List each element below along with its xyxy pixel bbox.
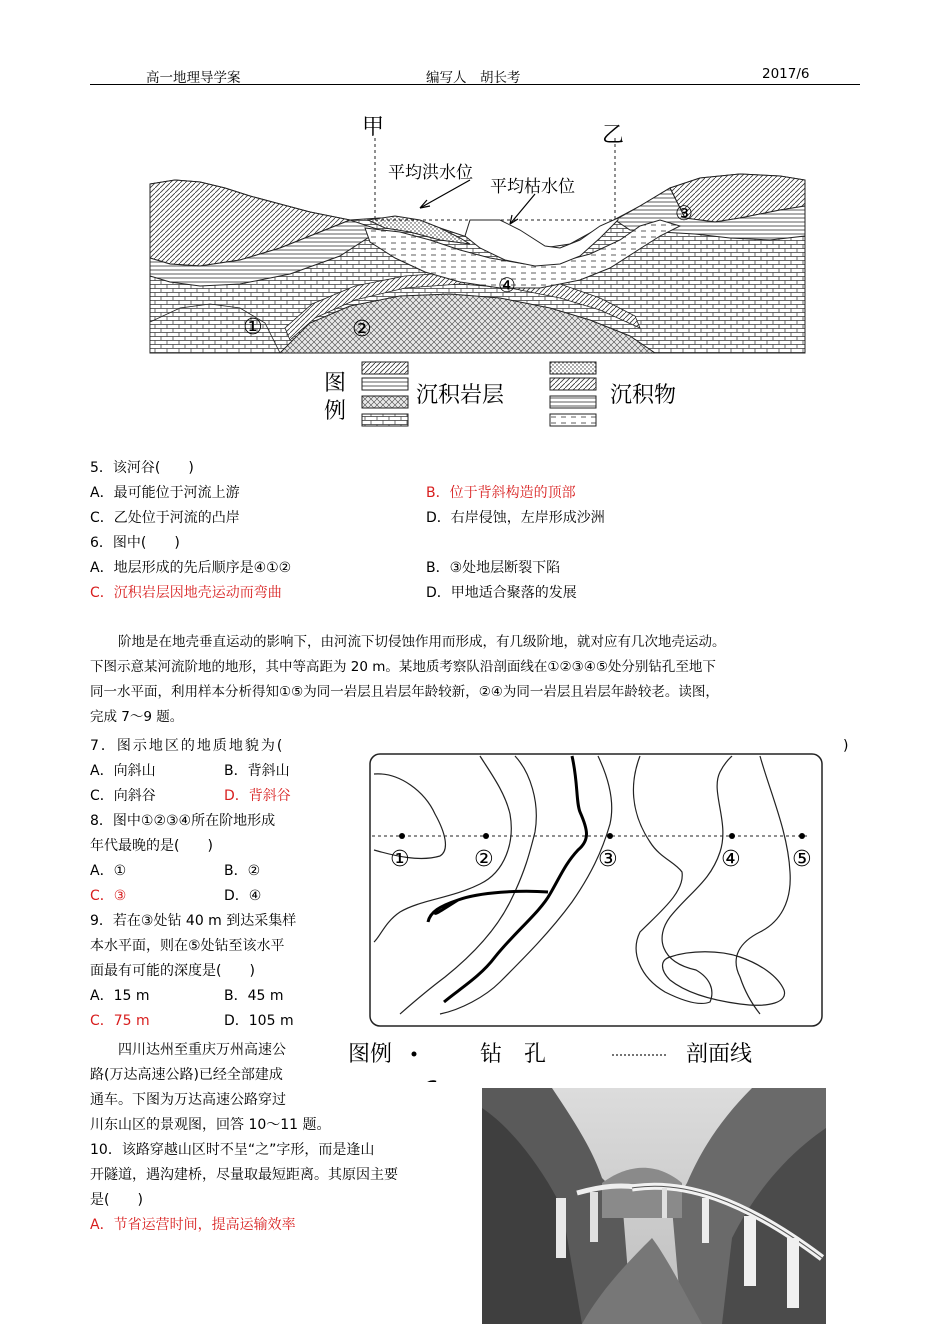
q8-stem-1: 8．图中①②③④所在阶地形成 <box>90 813 276 829</box>
q9-stem-3: 面最有可能的深度是( ) <box>90 963 255 979</box>
header-rule <box>90 84 860 85</box>
stratum-1-label: ① <box>243 315 263 340</box>
dry-level-label: 平均枯水位 <box>490 177 575 197</box>
q8-option-a: A．① <box>90 863 127 879</box>
legend-rock-label: 沉积岩层 <box>416 383 505 408</box>
passage-highway-line4: 川东山区的景观图，回答 10～11 题。 <box>90 1117 331 1133</box>
q5-option-c: C．乙处位于河流的凸岸 <box>90 510 240 526</box>
q8-option-b: B．② <box>224 863 261 879</box>
highway-bridge-photo <box>482 1088 826 1324</box>
q7-option-a: A．向斜山 <box>90 763 156 779</box>
legend-title-2: 例 <box>324 399 347 424</box>
passage-terrace-line2: 下图示意某河流阶地的地形，其中等高距为 20 m。某地质考察队沿剖面线在①②③④⑤处分别钻孔至地下 <box>90 659 716 675</box>
q8-stem-2: 年代最晚的是( ) <box>90 838 213 854</box>
passage-highway-line2: 路(万达高速公路)已经全部建成 <box>90 1067 283 1083</box>
q7-stem: 7．图示地区的地质地貌为( <box>90 738 285 754</box>
passage-highway-line1: 四川达州至重庆万州高速公 <box>118 1042 286 1058</box>
drill-2-label: ② <box>474 847 494 872</box>
legend2-label: 图例 <box>348 1042 393 1067</box>
passage-terrace-line3: 同一水平面，利用样本分析得知①⑤为同一岩层且岩层年龄较新，②④为同一岩层且岩层年龄较老。读图， <box>90 684 719 700</box>
q7-option-b: B．背斜山 <box>224 763 290 779</box>
q6-option-b: B．③处地层断裂下陷 <box>426 560 561 576</box>
q6-option-d: D．甲地适合聚落的发展 <box>426 585 577 601</box>
drill-3-label: ③ <box>598 847 618 872</box>
legend-sediment-label: 沉积物 <box>610 383 677 408</box>
stratum-2-label: ② <box>352 317 372 342</box>
q6-option-a: A．地层形成的先后顺序是④①② <box>90 560 292 576</box>
q5-option-d: D．右岸侵蚀，左岸形成沙洲 <box>426 510 605 526</box>
q10-stem-2: 开隧道，遇沟建桥，尽量取最短距离。其原因主要 <box>90 1167 398 1183</box>
drill-1-label: ① <box>390 847 410 872</box>
label-yi: 乙 <box>602 123 625 148</box>
q6-stem: 6．图中( ) <box>90 535 180 551</box>
q5-stem: 5．该河谷( ) <box>90 460 194 476</box>
terrace-contour-figure <box>340 752 840 1082</box>
q10-option-a: A．节省运营时间，提高运输效率 <box>90 1217 296 1233</box>
q7-close: ) <box>843 738 849 754</box>
q6-option-c: C．沉积岩层因地壳运动而弯曲 <box>90 585 282 601</box>
label-jia: 甲 <box>362 115 385 140</box>
q7-option-c: C．向斜谷 <box>90 788 156 804</box>
stratum-3-label: ③ <box>675 201 693 225</box>
header-author: 编写人 胡长考 <box>426 70 521 86</box>
legend2-drill-label: 钻 孔 <box>480 1042 547 1067</box>
flood-level-label: 平均洪水位 <box>388 163 473 183</box>
q9-option-a: A．15 m <box>90 988 150 1004</box>
legend-title-1: 图 <box>324 371 347 396</box>
drill-5-label: ⑤ <box>792 847 812 872</box>
q7-option-d: D．背斜谷 <box>224 788 291 804</box>
q8-option-d: D．④ <box>224 888 262 904</box>
passage-terrace <box>90 630 860 730</box>
q9-stem-2: 本水平面，则在⑤处钻至该水平 <box>90 938 285 954</box>
river-valley-figure <box>140 108 820 454</box>
q9-option-d: D．105 m <box>224 1013 294 1029</box>
q9-stem-1: 9．若在③处钻 40 m 到达采集样 <box>90 913 297 929</box>
passage-terrace-line1: 阶地是在地壳垂直运动的影响下，由河流下切侵蚀作用而形成，有几级阶地，就对应有几次地壳运动。 <box>118 634 726 650</box>
q8-option-c: C．③ <box>90 888 127 904</box>
passage-highway-line3: 通车。下图为万达高速公路穿过 <box>90 1092 286 1108</box>
passage-terrace-line4: 完成 7～9 题。 <box>90 709 184 725</box>
header-date: 2017/6 <box>762 66 810 82</box>
header-title: 高一地理导学案 <box>146 70 241 86</box>
stratum-4-label: ④ <box>498 273 516 297</box>
q9-option-c: C．75 m <box>90 1013 150 1029</box>
q10-stem-3: 是( ) <box>90 1192 143 1208</box>
q5-option-a: A．最可能位于河流上游 <box>90 485 240 501</box>
q10-stem-1: 10．该路穿越山区时不呈“之”字形，而是逢山 <box>90 1142 375 1158</box>
q9-option-b: B．45 m <box>224 988 284 1004</box>
q5-option-b: B．位于背斜构造的顶部 <box>426 485 576 501</box>
legend2-section-label: 剖面线 <box>686 1042 753 1067</box>
drill-4-label: ④ <box>721 847 741 872</box>
